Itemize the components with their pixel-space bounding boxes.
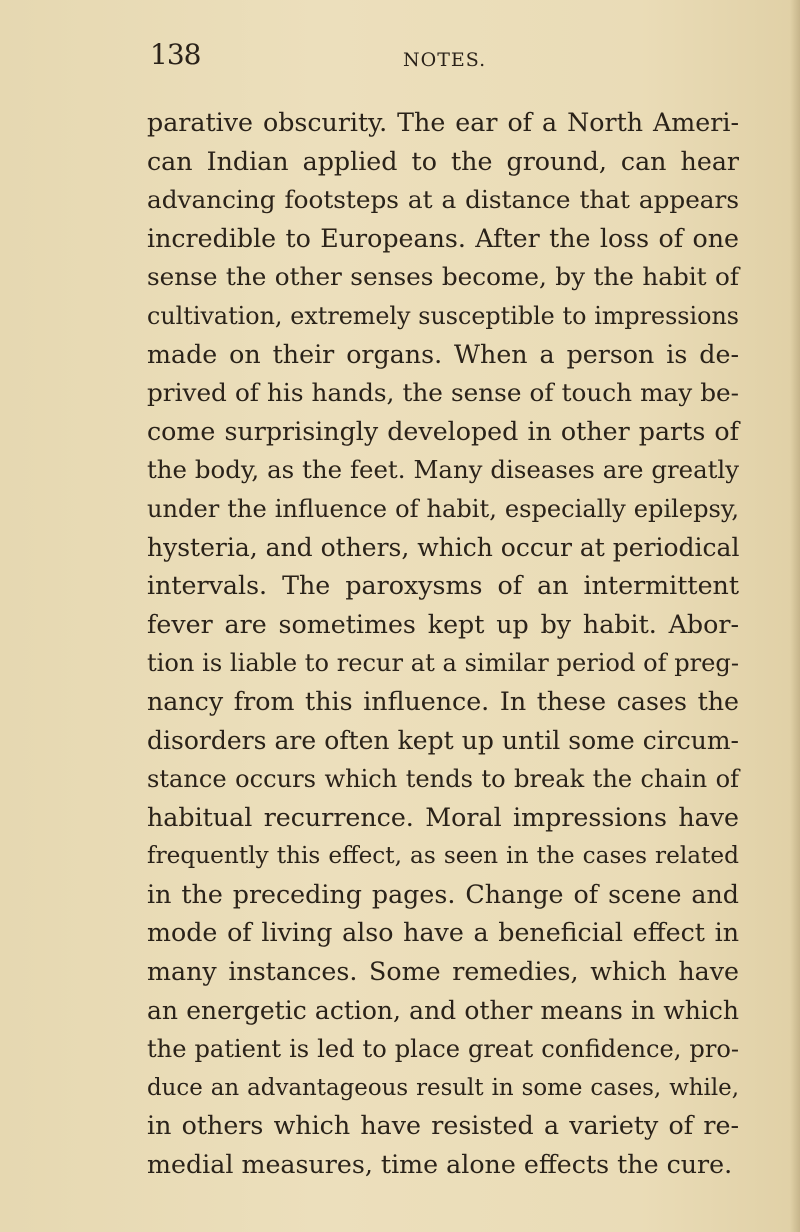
- text-line: duce an advantageous result in some cases, while,: [147, 1074, 739, 1101]
- page-header: [150, 38, 710, 78]
- text-line: the patient is led to place great confidence, pro-: [147, 1035, 739, 1064]
- text-line: disorders are often kept up until some circum-: [147, 725, 739, 755]
- text-line: nancy from this influence. In these cases the: [147, 686, 739, 716]
- text-line: frequently this effect, as seen in the cases related: [147, 842, 739, 870]
- page-number: 138: [150, 38, 201, 71]
- text-line: many instances. Some remedies, which have: [147, 957, 739, 987]
- text-line: in the preceding pages. Change of scene and: [147, 879, 739, 909]
- text-line: in others which have resisted a variety of re-: [147, 1111, 739, 1141]
- body-text: [147, 104, 739, 1185]
- text-line: under the influence of habit, especially epilepsy,: [147, 494, 739, 523]
- text-line: intervals. The paroxysms of an intermittent: [147, 571, 739, 601]
- text-line: an energetic action, and other means in which: [147, 995, 739, 1025]
- text-line: medial measures, time alone effects the cure.: [147, 1150, 733, 1180]
- text-line: the body, as the feet. Many diseases are greatly: [147, 455, 739, 485]
- text-line: come surprisingly developed in other parts of: [147, 416, 739, 446]
- text-line: incredible to Europeans. After the loss of one: [147, 223, 739, 253]
- text-line: advancing footsteps at a distance that appears: [147, 185, 739, 215]
- text-line: sense the other senses become, by the habit of: [147, 262, 739, 292]
- text-line: tion is liable to recur at a similar period of preg-: [147, 649, 739, 678]
- text-line: fever are sometimes kept up by habit. Abor-: [147, 609, 739, 639]
- text-line: hysteria, and others, which occur at periodical: [147, 532, 740, 562]
- text-line: stance occurs which tends to break the chain of: [147, 765, 739, 794]
- text-line: can Indian applied to the ground, can hear: [147, 146, 739, 176]
- text-line: cultivation, extremely susceptible to impressions: [147, 301, 739, 330]
- running-head: NOTES.: [403, 49, 487, 71]
- text-line: prived of his hands, the sense of touch may be-: [147, 378, 739, 408]
- text-line: made on their organs. When a person is de-: [147, 339, 739, 369]
- text-line: habitual recurrence. Moral impressions have: [147, 802, 739, 832]
- text-line: parative obscurity. The ear of a North Ameri-: [147, 108, 739, 137]
- page-edge-shadow: [790, 0, 800, 1232]
- text-line: mode of living also have a beneficial effect in: [147, 918, 739, 948]
